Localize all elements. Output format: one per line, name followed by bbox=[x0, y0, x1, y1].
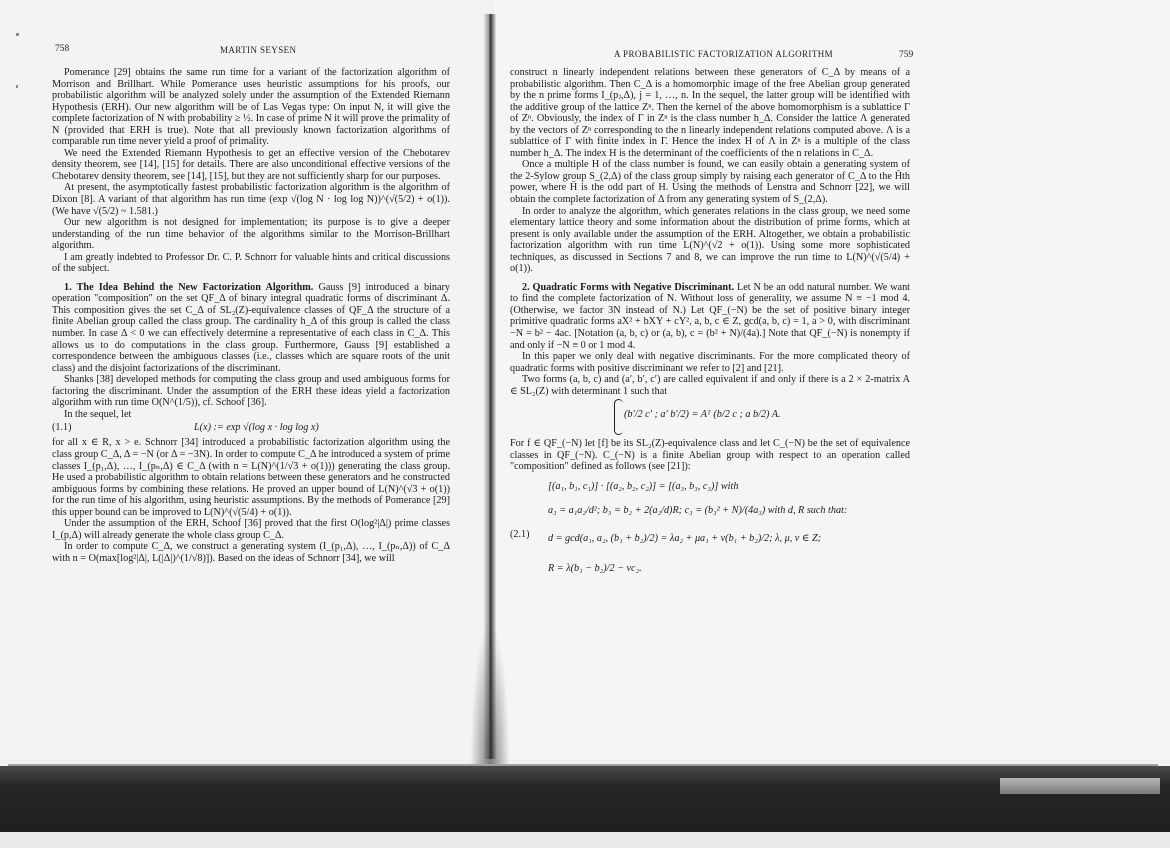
paragraph: We need the Extended Riemann Hypothesis to get an effective version of the Chebotarev density theorem, see [14], [15] for details. There are also unconditional effective versions of the Chebotarev density theorem, see [14], [15], but they are not sufficiently sharp for our purposes. bbox=[52, 147, 450, 182]
gutter-shadow bbox=[470, 620, 510, 770]
paragraph: Let N be an odd natural number. We want to find the complete factorization of N. Without loss of generality, we assume N ≡ −1 mod 4. (Otherwise, we factor 3N instead of N.) Let QF_(−N) be the set of positive binary integer primitive quadratic forms aX² + bXY + cY², a, b, c ∈ Z, gcd(a, b, c) = 1, a > 0, with discriminant −N = b² − 4ac. [Notation (a, b, c) or (a, b), c = (b² + N)/(4a).] Note that QF_(−N) is nonempty if and only if −N ≡ 0 or 1 mod 4. bbox=[510, 281, 911, 351]
paragraph: Shanks [38] developed methods for computing the class group and used ambiguous forms for factoring the discriminant. Under the assumption of the ERH these ideas yield a factorization algorithm with run time O(N^(1/5)), cf. Schoof [36]. bbox=[52, 374, 450, 409]
paragraph: Our new algorithm is not designed for implementation; its purpose is to give a deeper understanding of the run time behavior of the algorithms similar to the Morrison-Brillhart algorithm. bbox=[52, 217, 450, 252]
running-head-right: A PROBABILISTIC FACTORIZATION ALGORITHM bbox=[614, 49, 834, 59]
paragraph: In order to analyze the algorithm, which generates relations in the class group, we need some elementary lattice theory and some information about the distribution of prime forms, which at present is only available under the assumption of the ERH. Altogether, we obtain a probabilistic factorization algorithm with run time L(N)^(√2 + o(1)). Using some more sophisticated techniques, as discussed in Sections 7 and 8, we can improve the run time to L(N)^(√(5/4) + o(1)). bbox=[510, 205, 910, 275]
paragraph: Once a multiple H of the class number is found, we can easily obtain a generating system of the 2-Sylow group S_(2,Δ) of the class group simply by raising each generator of C_Δ to the H̄th power, where H̄ is the odd part of H. Using the methods of Lenstra and Schnorr [22], we will obtain the complete factorization of Δ from any generating system of S_(2,Δ). bbox=[510, 159, 910, 206]
page-number-left: 758 bbox=[55, 44, 70, 54]
paragraph: In this paper we only deal with negative discriminants. For the more complicated theory of quadratic forms with positive discriminant we refer to [2] and [21]. bbox=[510, 351, 910, 374]
equation-line: d = gcd(a₁, a₂, (b₁ + b₂)/2) = λa₂ + μa₁ + ν(b₁ + b₂)/2; λ, μ, ν ∈ Z; bbox=[548, 532, 822, 544]
paragraph: Two forms (a, b, c) and (a′, b′, c′) are called equivalent if and only if there is a 2 × 2-matrix A ∈ SL₂(Z) with determinant 1 such that bbox=[510, 374, 910, 397]
paragraph: Pomerance [29] obtains the same run time for a variant of the factorization algorithm of Morrison and Brillhart. While Pomerance uses heuristic assumptions for his proofs, our probabilistic algorithm will be analyzed solely under the assumption of the Extended Riemann Hypothesis (ERH). Our new algorithm will be of Las Vegas type: On input N, it will give the complete factorization of N with probability ≥ ½. In case of prime N it will prove the primality of N (provided that ERH is true). Note that all previously known factorization algorithms of comparable run time never yield a proof of primality. bbox=[52, 67, 450, 148]
equation-number: (2.1) bbox=[510, 528, 530, 540]
section-2-title: 2. Quadratic Forms with Negative Discriminant. bbox=[522, 281, 735, 293]
equation-1-1 bbox=[52, 422, 450, 436]
equation-line: a₃ = a₁a₂/d²; b₃ = b₂ + 2(a₂/d)R; c₃ = (b₃² + N)/(4a₃) with d, R such that: bbox=[548, 504, 848, 516]
matrix-equation-text: (b′/2 c′ ; a′ b′/2) = Aᵀ (b/2 c ; a b/2) A. bbox=[624, 409, 781, 421]
section-2-paragraph bbox=[510, 282, 910, 351]
paragraph: I am greatly indebted to Professor Dr. C. P. Schnorr for valuable hints and critical discussions of the subject. bbox=[52, 251, 450, 275]
scanner-bar bbox=[0, 766, 1170, 832]
right-page bbox=[494, 0, 1170, 760]
scan-mark bbox=[16, 33, 19, 36]
paragraph: In order to compute C_Δ, we construct a generating system (I_(p₁,Δ), …, I_(pₙ,Δ)) of C_Δ with n = O(max[log²|Δ|, L(|Δ|)^(1/√8)]). Based on the ideas of Schnorr [34], we will bbox=[52, 541, 450, 564]
equation-body: L(x) := exp √(log x · log log x) bbox=[194, 422, 319, 434]
paragraph: construct n linearly independent relations between these generators of C_Δ by means of a probabilistic algorithm. Then C_Δ is a homomorphic image of the free Abelian group generated by the n prime forms I_(pⱼ,Δ), j = 1, …, n. In the sequel, the latter group will be identified with the additive group of the lattice Zⁿ. Then the kernel of the above homomorphism is a sublattice Γ of Zⁿ. Obviously, the index of Γ in Zⁿ is the class number h_Δ. Consider the lattice Λ generated by the vectors of Zⁿ corresponding to the n linearly independent relations computed above. Λ is a sublattice of Γ with finite index in Γ. Hence the index H of Λ in Zⁿ is a multiple of the class number h_Δ. The index H is the determinant of the coefficients of the n relations in C_Δ. bbox=[510, 67, 910, 159]
right-column bbox=[510, 67, 910, 593]
paragraph: Under the assumption of the ERH, Schoof [36] proved that the first O(log²|Δ|) prime classes I_(p,Δ) will already generate the whole class group C_Δ. bbox=[52, 518, 450, 541]
scan-mark bbox=[16, 85, 18, 88]
section-1-paragraph bbox=[52, 282, 450, 374]
equation-line: [(a₁, b₁, c₁)] · [(a₂, b₂, c₂)] = [(a₃, b₃, c₃)] with bbox=[548, 480, 739, 492]
paragraph: Gauss [9] introduced a binary operation "composition" on the set QF_Δ of binary integral quadratic forms of discriminant Δ. This composition gives the set C_Δ of SL₂(Z)-equivalence classes of QF_Δ the structure of a finite Abelian group called the class group. The cardinality h_Δ of this group is called the class number. In case Δ < 0 we can effectively determine a representative of each class in C_Δ. This allows us to do computations in the class group. Furthermore, Gauss [9] established a correspondence between the ambiguous classes (i.e., classes which are square roots of the unit class) and the disjoint factorizations of the discriminant. bbox=[52, 281, 450, 374]
section-1-title: 1. The Idea Behind the New Factorization Algorithm. bbox=[64, 281, 314, 293]
scanner-edge-right bbox=[1000, 778, 1160, 794]
paragraph: For f ∈ QF_(−N) let [f] be its SL₂(Z)-equivalence class and let C_(−N) be the set of equivalence classes in QF_(−N). C_(−N) is a finite Abelian group with respect to an operation called "composition" defined as follows (see [21]): bbox=[510, 438, 910, 473]
matrix-equation bbox=[510, 399, 910, 435]
paragraph: for all x ∈ R, x > e. Schnorr [34] introduced a probabilistic factorization algorithm using the class group C_Δ, Δ = −N (or Δ = −3N). In order to compute C_Δ he introduced a system of prime classes I_(p₁,Δ), …, I_(pₙ,Δ) ∈ C_Δ (with n = L(N)^(1/√3 + o(1))) generating the class group. He used a probabilistic algorithm to obtain relations between these generators and he constructed ambiguous forms by combining these relations. He proved an upper bound of L(N)^(√3 + o(1)) for the run time of his algorithm, using heuristic assumptions. By the methods of Pomerance [29] this upper bound can be improved to L(N)^(√(5/4) + o(1)). bbox=[52, 437, 450, 518]
equation-line: R = λ(b₁ − b₂)/2 − νc₂. bbox=[548, 562, 642, 574]
left-paren bbox=[614, 399, 623, 435]
page-number-right: 759 bbox=[899, 50, 914, 60]
running-head-left: MARTIN SEYSEN bbox=[220, 45, 297, 55]
bottom-margin bbox=[0, 832, 1170, 848]
left-column bbox=[52, 67, 450, 564]
paragraph: At present, the asymptotically fastest probabilistic factorization algorithm is the algorithm of Dixon [8]. A variant of that algorithm has run time (exp √(log N · log log N))^(√(5/2) + o(1)). (We have √(5/2) ~ 1.581.) bbox=[52, 182, 450, 217]
equation-number: (1.1) bbox=[52, 422, 72, 434]
equation-2-1 bbox=[510, 477, 910, 593]
paragraph: In the sequel, let bbox=[64, 408, 132, 420]
left-page bbox=[0, 0, 486, 760]
